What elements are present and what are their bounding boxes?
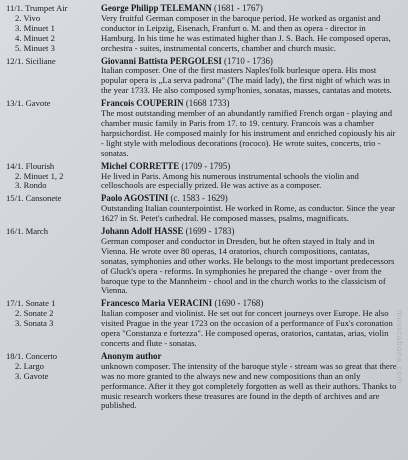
track-title: 2. Vivo — [15, 12, 41, 23]
composer-entry — [6, 299, 404, 349]
track-title: 2. Minuet 1, 2 — [15, 170, 64, 181]
composer-entry — [6, 57, 404, 97]
track-title: 3. Sonata 3 — [15, 318, 54, 329]
composer-bio — [101, 352, 404, 411]
composer-bio — [101, 194, 404, 224]
track-title: 2. Sonate 2 — [15, 308, 54, 319]
composer-name: Paolo AGOSTINI — [101, 193, 169, 204]
composer-heading — [101, 226, 234, 236]
track-title: 3. Minuet 1 — [15, 22, 55, 33]
track-list — [6, 352, 101, 411]
bio-text: The most outstanding member of an abundantly ramified French organ - playing and chamber music family in Paris from 17. to 19. century. Francois was a chamber harpsichordist. He composed mainly for his instrument and enriched copiously his air - light style with melodious decorations (rococo). He wrote suites, concerts, trio - sonatas. — [101, 108, 396, 158]
track-title: 17/1. Sonate 1 — [6, 298, 56, 309]
composer-name: Michel CORRETTE — [101, 160, 180, 171]
track-list — [6, 162, 101, 192]
bio-text: Very fruitful German composer in the baroque period. He worked as organist and conductor in Leipzig, Eisenach, Franfurt o. M. and then as opera - director in Hamburg. In his time he was estimated higher than J. S. Bach. He composed operas, orchestra - suites, instrumental concerts, chamber and church music. — [101, 12, 391, 53]
composer-heading — [101, 56, 273, 66]
composer-dates: (1709 - 1795) — [181, 160, 231, 171]
composer-entry — [6, 4, 404, 54]
composer-entry — [6, 352, 404, 411]
composer-bio — [101, 227, 404, 296]
bio-text: Italian composer. One of the first masters Naples'folk burlesque opera. His most popular opera is „La serva padrona" (The maid lady), the first night of which was in the year 1733. He also composed symp'honies, sonatas, masses, cantatas and motets. — [101, 65, 392, 96]
track-title: 15/1. Cansonete — [6, 193, 62, 204]
composer-bio — [101, 57, 404, 97]
track-list — [6, 299, 101, 349]
watermark: musicabona.com — [395, 310, 404, 385]
track-title: 3. Gavote — [15, 370, 49, 381]
track-title: 14/1. Flourish — [6, 160, 55, 171]
composer-entry — [6, 194, 404, 224]
track-title: 16/1. March — [6, 226, 49, 237]
track-list — [6, 57, 101, 97]
bio-text: He lived in Paris. Among his numerous instrumental schools the violin and celloschools are especially prized. He was active as a composer. — [101, 170, 359, 191]
track-title: 5. Minuet 3 — [15, 42, 55, 53]
track-list — [6, 194, 101, 224]
track-list — [6, 99, 101, 158]
entry-list — [6, 4, 404, 411]
composer-dates: (c. 1583 - 1629) — [170, 193, 228, 204]
composer-bio — [101, 299, 404, 349]
composer-heading — [101, 351, 161, 361]
track-title: 12/1. Siciliane — [6, 55, 56, 66]
track-title: 11/1. Trumpet Air — [6, 3, 68, 13]
track-title: 2. Largo — [15, 360, 44, 371]
composer-bio — [101, 162, 404, 192]
bio-text: Italian composer and violinist. He set out for concert journeys over Europe. He also visited Prague in the year 1723 on the occasion of a performance of Fux's coronation opera "Constanza e fortezza". He composed operas, oratorios, cantatas, arias, violin concerts and flute - sonatas. — [101, 308, 393, 348]
track-title: 18/1. Concerto — [6, 350, 58, 361]
composer-name: Francesco Maria VERACINI — [101, 298, 213, 309]
composer-heading — [101, 298, 263, 308]
composer-entry — [6, 99, 404, 158]
composer-name: Francois COUPERIN — [101, 98, 184, 109]
bio-text: unknown composer. The intensity of the baroque style - stream was so great that there was no more granted to the always new and new compositions than an only performance. After it they got completely forgotten as well as their authors. Thanks to music research workers these treasures are found in the depth of archives and are published. — [101, 360, 397, 411]
composer-bio — [101, 99, 404, 158]
composer-name: Johann Adolf HASSE — [101, 226, 184, 237]
track-title: 4. Minuet 2 — [15, 32, 55, 43]
composer-dates: (1699 - 1783) — [185, 226, 235, 237]
composer-heading — [101, 193, 228, 203]
track-title: 3. Rondo — [15, 180, 47, 191]
bio-text: German composer and conductor in Dresden, but he often stayed in Italy and in Vienna. He wrote over 80 operas, 14 oratorios, church compositions, cantatas, sonatas, symphonies and other works. He belongs to the most important predecessors of Gluck's opera - reforms. In symphonies he prepared the change - over from the baroque type to the Mannheim - chool and in the church works to the classicism of Vienna. — [101, 235, 395, 296]
composer-bio — [101, 4, 404, 54]
composer-heading — [101, 161, 230, 171]
composer-dates: (1710 - 1736) — [224, 55, 273, 66]
composer-heading — [101, 98, 229, 108]
composer-entry — [6, 227, 404, 296]
track-title: 13/1. Gavote — [6, 98, 51, 109]
composer-dates: (1681 - 1767) — [214, 3, 263, 13]
track-list — [6, 4, 101, 54]
composer-heading — [101, 3, 263, 13]
composer-name: Giovanni Battista PERGOLESI — [101, 55, 222, 66]
track-list — [6, 227, 101, 296]
composer-dates: (1668 1733) — [185, 98, 230, 109]
bio-text: Outstanding Italian counterpointist. He worked in Rome, as conductor. Since the year 1627 in St. Petet's cathedral. He composed masses, psalms, magnificats. — [101, 203, 396, 224]
composer-entry — [6, 162, 404, 192]
composer-name: George Philipp TELEMANN — [101, 3, 212, 13]
composer-name: Anonym author — [101, 350, 162, 361]
composer-dates: (1690 - 1768) — [214, 298, 264, 309]
